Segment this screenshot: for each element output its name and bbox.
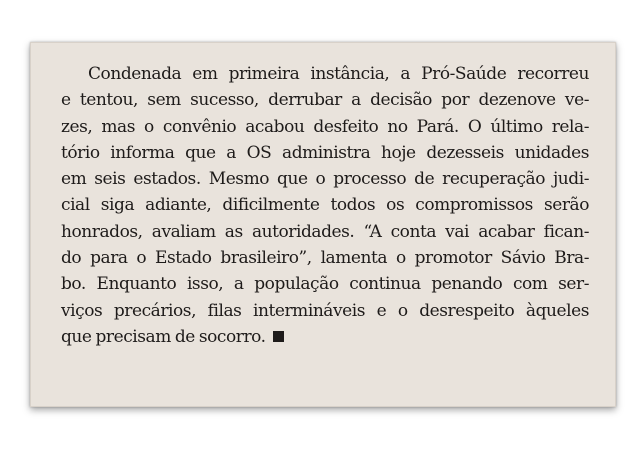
article-last-line — [61, 324, 589, 350]
article-line: bo. Enquanto isso, a população continua penando com ser- — [61, 274, 589, 295]
article-line: que precisam de socorro. — [61, 326, 266, 347]
article-line: em seis estados. Mesmo que o processo de recuperação judi- — [61, 169, 589, 190]
article-line: do para o Estado brasileiro”, lamenta o promotor Sávio Bra- — [61, 248, 589, 269]
article-line: tório informa que a OS administra hoje dezesseis unidades — [61, 142, 589, 163]
newspaper-clipping — [30, 42, 616, 407]
article-line: viços precários, filas intermináveis e o desrespeito àqueles — [61, 300, 589, 321]
article-line: cial siga adiante, dificilmente todos os compromissos serão — [61, 195, 589, 216]
end-of-article-square-icon — [273, 331, 284, 342]
article-line: e tentou, sem sucesso, derrubar a decisão por dezenove ve- — [61, 90, 589, 111]
article-line: Condenada em primeira instância, a Pró-Saúde recorreu — [88, 64, 589, 84]
article-line: honrados, avaliam as autoridades. “A conta vai acabar fican- — [61, 221, 589, 242]
article-paragraph — [61, 61, 589, 350]
article-line: zes, mas o convênio acabou desfeito no Pará. O último rela- — [61, 116, 589, 137]
